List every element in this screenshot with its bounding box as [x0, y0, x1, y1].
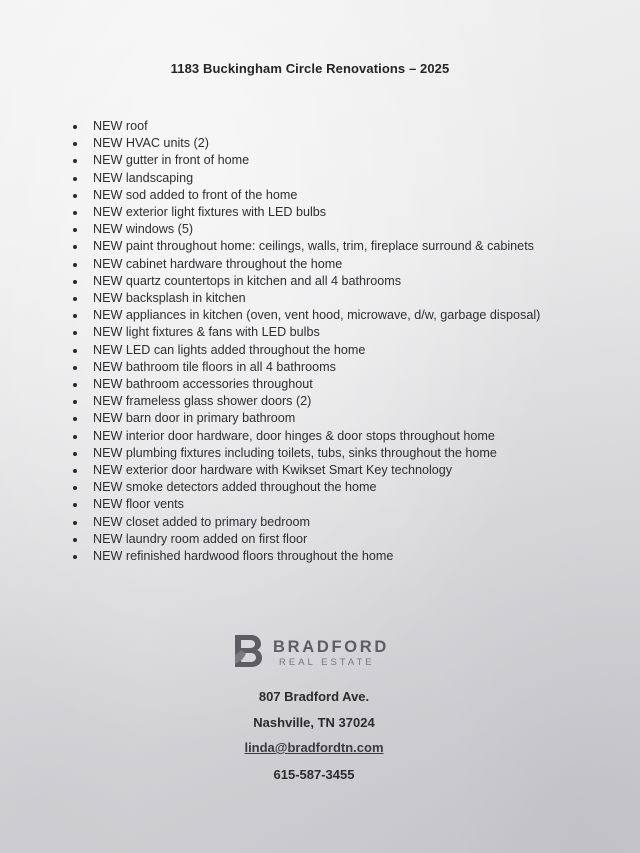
list-item	[72, 496, 540, 513]
brand-subtitle: REAL ESTATE	[279, 657, 375, 668]
bullet-icon	[73, 245, 77, 249]
list-item-text: NEW backsplash in kitchen	[93, 291, 246, 306]
list-item-text: NEW paint throughout home: ceilings, walls, trim, fireplace surround & cabinets	[93, 239, 534, 254]
list-item-text: NEW LED can lights added throughout the home	[93, 342, 366, 357]
list-item-text: NEW closet added to primary bedroom	[93, 514, 310, 529]
bullet-icon	[73, 331, 77, 335]
list-item-text: NEW frameless glass shower doors (2)	[93, 394, 312, 409]
list-item	[72, 170, 540, 187]
bradford-logo	[233, 633, 403, 671]
list-item	[72, 152, 540, 169]
list-item	[72, 324, 540, 341]
list-item	[72, 256, 540, 273]
bullet-icon	[73, 280, 77, 284]
list-item-text: NEW laundry room added on first floor	[93, 531, 308, 546]
bullet-icon	[73, 400, 77, 404]
bullet-icon	[73, 503, 77, 507]
list-item-text: NEW light fixtures & fans with LED bulbs	[93, 325, 320, 340]
list-item-text: NEW smoke detectors added throughout the home	[93, 480, 377, 495]
list-item	[72, 307, 540, 324]
bullet-icon	[73, 211, 77, 215]
phone-number: 615-587-3455	[273, 767, 355, 782]
renovation-list	[72, 118, 540, 565]
document-title: 1183 Buckingham Circle Renovations – 2025	[170, 61, 450, 76]
bullet-icon	[73, 314, 77, 318]
list-item	[72, 410, 540, 427]
bullet-icon	[73, 349, 77, 353]
list-item	[72, 548, 540, 565]
list-item-text: NEW windows (5)	[93, 222, 194, 237]
bullet-icon	[73, 263, 77, 267]
list-item-text: NEW exterior door hardware with Kwikset Smart Key technology	[93, 463, 453, 478]
list-item-text: NEW cabinet hardware throughout the home	[93, 256, 343, 271]
bradford-b-logo-icon	[233, 633, 263, 669]
list-item	[72, 393, 540, 410]
list-item	[72, 118, 540, 135]
bullet-icon	[73, 538, 77, 542]
list-item	[72, 376, 540, 393]
list-item-text: NEW HVAC units (2)	[93, 136, 209, 151]
list-item-text: NEW refinished hardwood floors throughout the home	[93, 549, 394, 564]
bullet-icon	[73, 469, 77, 473]
list-item-text: NEW plumbing fixtures including toilets, tubs, sinks throughout the home	[93, 445, 497, 460]
bullet-icon	[73, 297, 77, 301]
bullet-icon	[73, 159, 77, 163]
bullet-icon	[73, 521, 77, 525]
list-item	[72, 290, 540, 307]
list-item-text: NEW floor vents	[93, 497, 184, 512]
bullet-icon	[73, 125, 77, 129]
list-item	[72, 531, 540, 548]
bullet-icon	[73, 555, 77, 559]
bullet-icon	[73, 142, 77, 146]
bullet-icon	[73, 383, 77, 387]
bullet-icon	[73, 452, 77, 456]
bullet-icon	[73, 486, 77, 490]
list-item	[72, 479, 540, 496]
list-item-text: NEW landscaping	[93, 170, 194, 185]
email-link[interactable]: linda@bradfordtn.com	[244, 740, 384, 755]
list-item	[72, 514, 540, 531]
list-item-text: NEW quartz countertops in kitchen and all 4 bathrooms	[93, 273, 402, 288]
bullet-icon	[73, 177, 77, 181]
list-item	[72, 187, 540, 204]
list-item-text: NEW exterior light fixtures with LED bulbs	[93, 205, 327, 220]
brand-name: BRADFORD	[273, 638, 390, 656]
bullet-icon	[73, 366, 77, 370]
list-item-text: NEW gutter in front of home	[93, 153, 250, 168]
list-item	[72, 445, 540, 462]
list-item-text: NEW bathroom accessories throughout	[93, 377, 313, 392]
list-item	[72, 135, 540, 152]
list-item-text: NEW bathroom tile floors in all 4 bathrooms	[93, 359, 336, 374]
list-item	[72, 238, 540, 255]
bullet-icon	[73, 228, 77, 232]
list-item	[72, 462, 540, 479]
address-line-1: 807 Bradford Ave.	[258, 689, 370, 704]
list-item-text: NEW interior door hardware, door hinges & door stops throughout home	[93, 428, 495, 443]
list-item	[72, 273, 540, 290]
list-item-text: NEW sod added to front of the home	[93, 187, 298, 202]
bullet-icon	[73, 417, 77, 421]
list-item	[72, 342, 540, 359]
address-line-2: Nashville, TN 37024	[253, 715, 375, 730]
list-item	[72, 359, 540, 376]
list-item	[72, 221, 540, 238]
bullet-icon	[73, 435, 77, 439]
list-item-text: NEW appliances in kitchen (oven, vent hood, microwave, d/w, garbage disposal)	[93, 308, 541, 323]
list-item-text: NEW barn door in primary bathroom	[93, 411, 296, 426]
list-item-text: NEW roof	[93, 119, 148, 133]
list-item	[72, 428, 540, 445]
bullet-icon	[73, 194, 77, 198]
list-item	[72, 204, 540, 221]
